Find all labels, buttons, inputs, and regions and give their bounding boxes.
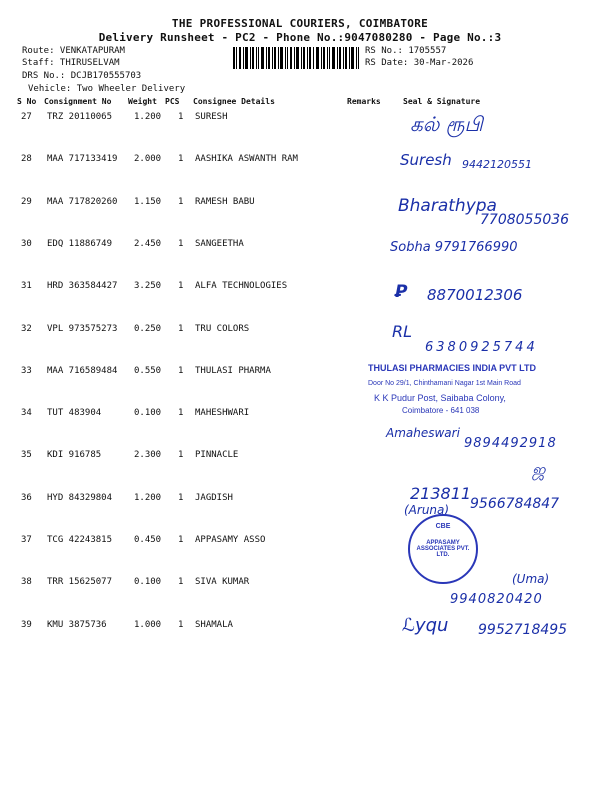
col-sno: S No xyxy=(17,97,37,106)
cell-consignment: KMU 3875736 xyxy=(47,619,107,630)
col-pcs: PCS xyxy=(165,97,180,106)
signature-31-phone: 8870012306 xyxy=(427,286,523,304)
signature-31-mark: Ꝑ xyxy=(395,282,408,302)
cell-weight: 2.300 xyxy=(134,450,162,461)
signature-39-mark: ℒyqu xyxy=(402,615,449,636)
col-consignment: Consignment No xyxy=(44,97,112,106)
cell-consignment: MAA 716589484 xyxy=(47,365,118,376)
cell-weight: 1.150 xyxy=(134,196,162,207)
signature-32-phone: 6380925744 xyxy=(425,340,538,355)
cell-sno: 32 xyxy=(21,323,32,334)
stamp-33-line4: Coimbatore - 641 038 xyxy=(402,406,480,415)
cell-pcs: 1 xyxy=(178,112,184,122)
cell-consignment: TCG 42243815 xyxy=(47,535,113,545)
cell-consignee: ALFA TECHNOLOGIES xyxy=(195,281,288,292)
table-row xyxy=(0,535,600,549)
cell-consignee: MAHESHWARI xyxy=(195,408,250,419)
rs-date: RS Date: 30-Mar-2026 xyxy=(365,58,474,68)
cell-sno: 27 xyxy=(21,112,32,122)
col-seal-signature: Seal & Signature xyxy=(403,97,481,106)
cell-sno: 34 xyxy=(21,408,32,419)
staff-label: Staff: THIRUSELVAM xyxy=(22,58,120,68)
cell-consignee: JAGDISH xyxy=(195,492,233,503)
cell-consignee: APPASAMY ASSO xyxy=(195,535,266,545)
cell-sno: 29 xyxy=(21,196,32,207)
table-row xyxy=(0,112,600,126)
cell-consignee: SANGEETHA xyxy=(195,238,244,249)
cell-sno: 39 xyxy=(21,619,32,630)
cell-weight: 0.100 xyxy=(134,577,162,588)
company-title: THE PROFESSIONAL COURIERS, COIMBATORE xyxy=(171,17,429,30)
cell-consignment: HRD 363584427 xyxy=(47,281,118,292)
cell-consignment: TRR 15625077 xyxy=(47,577,113,588)
cell-weight: 0.100 xyxy=(134,408,162,419)
signature-38-phone: 9940820420 xyxy=(450,592,543,607)
cell-pcs: 1 xyxy=(178,408,184,419)
cell-consignee: SIVA KUMAR xyxy=(195,577,250,588)
barcode-image xyxy=(233,47,359,69)
cell-weight: 2.000 xyxy=(134,154,162,165)
route-label: Route: VENKATAPURAM xyxy=(22,46,125,56)
signature-36-id: 213811 xyxy=(410,484,472,503)
signature-38-name: (Uma) xyxy=(512,572,550,586)
signature-34-name: Amaheswari xyxy=(386,426,460,440)
cell-consignee: THULASI PHARMA xyxy=(195,365,271,376)
cell-pcs: 1 xyxy=(178,450,184,461)
table-row xyxy=(0,324,600,338)
cell-sno: 36 xyxy=(21,492,32,503)
signature-32-mark: RL xyxy=(392,322,413,341)
signature-34-phone: 9894492918 xyxy=(464,436,557,451)
col-weight: Weight xyxy=(128,97,157,106)
stamp-33-line1: THULASI PHARMACIES INDIA PVT LTD xyxy=(368,363,536,373)
cell-pcs: 1 xyxy=(178,196,184,207)
cell-pcs: 1 xyxy=(178,154,184,165)
cell-pcs: 1 xyxy=(178,492,184,503)
signature-39-phone: 9952718495 xyxy=(478,622,568,638)
cell-consignment: MAA 717820260 xyxy=(47,196,118,207)
stamp-37-line2: CBE xyxy=(435,523,451,530)
cell-consignment: MAA 717133419 xyxy=(47,154,118,165)
cell-pcs: 1 xyxy=(178,238,184,249)
table-row xyxy=(0,408,600,422)
cell-pcs: 1 xyxy=(178,323,184,334)
cell-consignee: PINNACLE xyxy=(195,450,239,461)
cell-pcs: 1 xyxy=(178,365,184,376)
cell-consignee: TRU COLORS xyxy=(195,323,250,334)
signature-29-phone: 7708055036 xyxy=(480,212,570,228)
cell-weight: 1.200 xyxy=(134,112,162,122)
cell-weight: 0.450 xyxy=(134,535,162,545)
stamp-33-line3: K K Pudur Post, Saibaba Colony, xyxy=(374,393,506,403)
cell-pcs: 1 xyxy=(178,619,184,630)
cell-sno: 28 xyxy=(21,154,32,165)
stamp-37-line1: APPASAMY ASSOCIATES PVT. LTD. xyxy=(416,540,470,558)
rs-number: RS No.: 1705557 xyxy=(365,46,447,56)
cell-sno: 38 xyxy=(21,577,32,588)
cell-consignee: SURESH xyxy=(195,112,228,122)
col-consignee: Consignee Details xyxy=(193,97,275,106)
cell-pcs: 1 xyxy=(178,281,184,292)
signature-28-name: Suresh xyxy=(400,151,452,169)
cell-consignee: RAMESH BABU xyxy=(195,196,255,207)
table-row xyxy=(0,450,600,464)
table-row xyxy=(0,197,600,211)
cell-weight: 1.000 xyxy=(134,619,162,630)
cell-consignee: SHAMALA xyxy=(195,619,233,630)
cell-consignment: VPL 973575273 xyxy=(47,323,118,334)
cell-weight: 3.250 xyxy=(134,281,162,292)
signature-36-phone: 9566784847 xyxy=(470,496,560,512)
stamp-33-line2: Door No 29/1, Chinthamani Nagar 1st Main Road xyxy=(368,380,521,387)
cell-consignment: KDI 916785 xyxy=(47,450,102,461)
col-remarks: Remarks xyxy=(347,97,381,106)
cell-consignment: EDQ 11886749 xyxy=(47,238,113,249)
signature-36-name: (Aruna) xyxy=(404,503,450,517)
drs-label: DRS No.: DCJB170555703 xyxy=(22,71,142,81)
cell-pcs: 1 xyxy=(178,535,184,545)
cell-sno: 37 xyxy=(21,535,32,545)
cell-sno: 30 xyxy=(21,238,32,249)
cell-consignment: TUT 483904 xyxy=(47,408,102,419)
signature-35-mark: ஜ xyxy=(532,460,546,479)
table-row xyxy=(0,577,600,591)
cell-weight: 0.250 xyxy=(134,323,162,334)
cell-weight: 0.550 xyxy=(134,365,162,376)
cell-sno: 33 xyxy=(21,365,32,376)
cell-sno: 31 xyxy=(21,281,32,292)
runsheet-subtitle: Delivery Runsheet - PC2 - Phone No.:9047080280 - Page No.:3 xyxy=(98,31,502,44)
cell-consignment: HYD 84329804 xyxy=(47,492,113,503)
vehicle-label: Vehicle: Two Wheeler Delivery xyxy=(28,84,186,94)
cell-pcs: 1 xyxy=(178,577,184,588)
signature-30: Sobha 9791766990 xyxy=(390,240,518,255)
cell-sno: 35 xyxy=(21,450,32,461)
cell-consignment: TRZ 20110065 xyxy=(47,112,113,122)
cell-weight: 2.450 xyxy=(134,238,162,249)
signature-27: கல் ரூபி xyxy=(410,112,483,136)
cell-consignee: AASHIKA ASWANTH RAM xyxy=(195,154,298,165)
cell-weight: 1.200 xyxy=(134,492,162,503)
signature-28-phone: 9442120551 xyxy=(462,158,532,171)
signature-29-name: Bharathypa xyxy=(398,196,497,216)
